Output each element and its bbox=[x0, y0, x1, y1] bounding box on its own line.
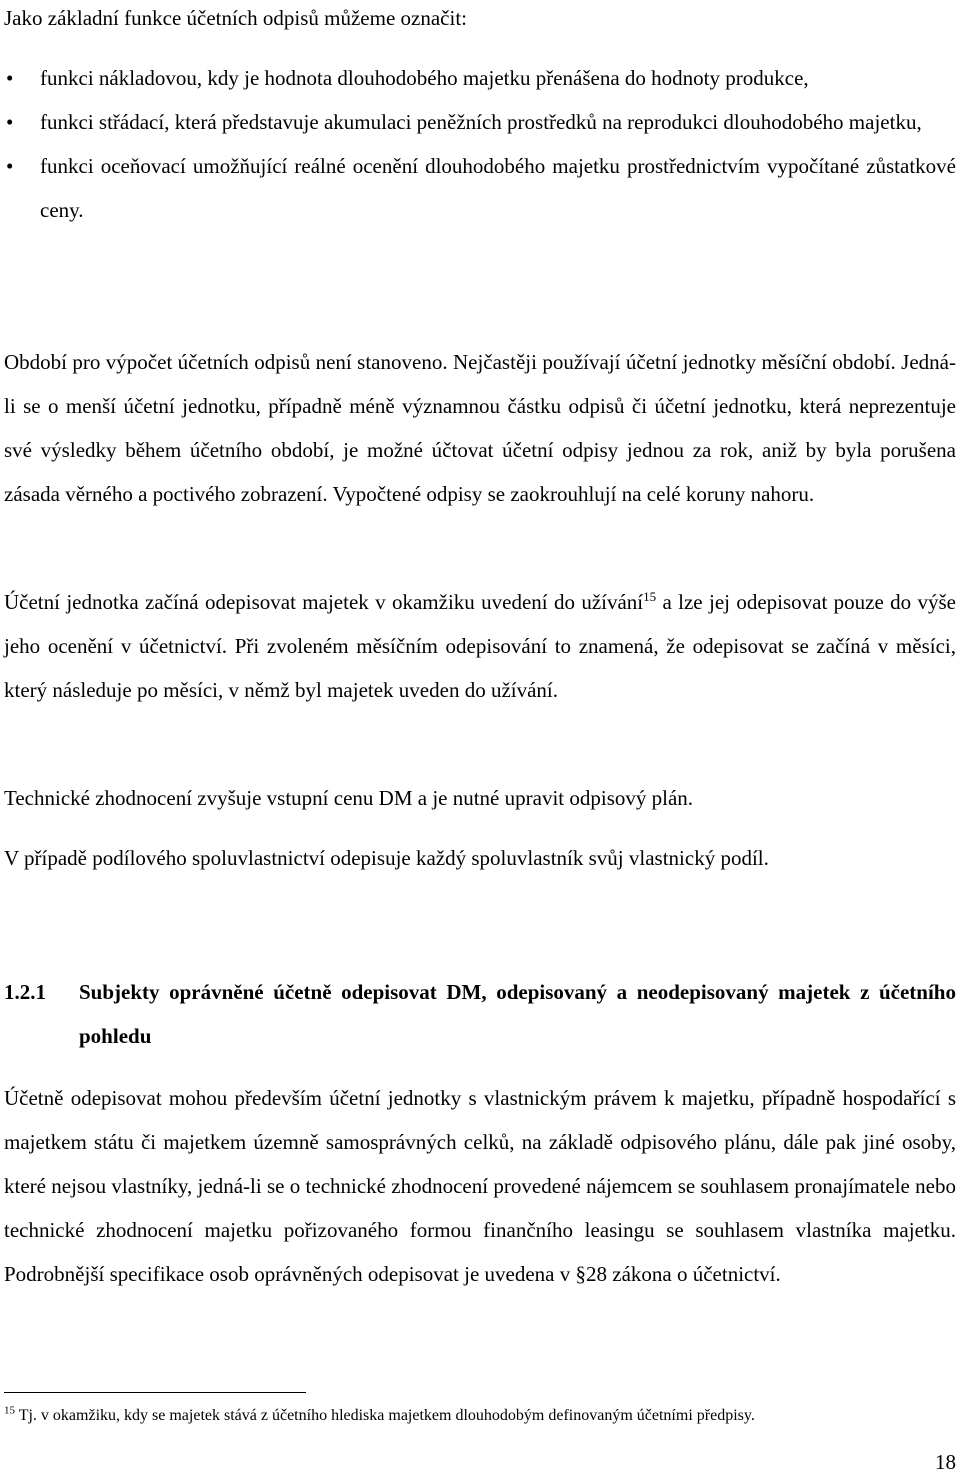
paragraph-co-ownership: V případě podílového spoluvlastnictví odepisuje každý spoluvlastník svůj vlastnický podíl. bbox=[4, 846, 769, 870]
page-number: 18 bbox=[935, 1450, 956, 1474]
section-number: 1.2.1 bbox=[4, 980, 46, 1004]
paragraph-entitled-subjects: Účetně odepisovat mohou především účetní jednotky s vlastnickým právem k majetku, případně hospodařící s majetkem státu či majetkem územně samosprávných celků, na základě odpisového plánu, dále pak jiné osoby, které nejsou vlastníky, jedná-li se o technické zhodnocení provedené nájemcem se souhlasem pronajímatele nebo technické zhodnocení majetku pořizovaného formou finančního leasingu se souhlasem vlastníka majetku. Podrobnější specifikace osob oprávněných odepisovat je uvedena v §28 zákona o účetnictví. bbox=[4, 1086, 956, 1286]
paragraph-text: Účetní jednotka začíná odepisovat majetek v okamžiku uvedení do užívání bbox=[4, 590, 644, 614]
intro-text: Jako základní funkce účetních odpisů můžeme označit: bbox=[4, 6, 467, 30]
footnote-mark: 15 bbox=[4, 1404, 15, 1417]
footnote-reference: 15 bbox=[643, 589, 657, 604]
footnote bbox=[4, 1403, 956, 1429]
paragraph-text: a lze jej odepisovat pouze do výše jeho ocenění v účetnictví. Při zvoleném měsíčním odepisování to znamená, že odepisovat se začíná v měsíci, který následuje po měsíci, v němž byl majetek uveden do užívání. bbox=[4, 590, 956, 702]
list-item: • funkci střádací, která představuje akumulaci peněžních prostředků na reprodukci dlouhodobého majetku, bbox=[4, 100, 956, 144]
paragraph-depreciation-period: Období pro výpočet účetních odpisů není stanoveno. Nejčastěji používají účetní jednotky měsíční období. Jedná-li se o menší účetní jednotku, případně méně významnou částku odpisů či účetní jednotku, která neprezentuje své výsledky během účetního období, je možné účtovat účetní odpisy jednou za rok, aniž by byla porušena zásada věrného a poctivého zobrazení. Vypočtené odpisy se zaokrouhlují na celé koruny nahoru. bbox=[4, 350, 956, 506]
functions-list bbox=[4, 56, 956, 232]
paragraph-depreciation-start bbox=[4, 580, 956, 712]
list-item: • funkci oceňovací umožňující reálné ocenění dlouhodobého majetku prostřednictvím vypočítané zůstatkové ceny. bbox=[4, 144, 956, 232]
section-title: Subjekty oprávněné účetně odepisovat DM, odepisovaný a neodepisovaný majetek z účetního pohledu bbox=[79, 980, 956, 1048]
section-heading bbox=[4, 970, 956, 1058]
footnote-text: Tj. v okamžiku, kdy se majetek stává z účetního hlediska majetkem dlouhodobým definovaným účetními předpisy. bbox=[15, 1407, 755, 1424]
list-item: • funkci nákladovou, kdy je hodnota dlouhodobého majetku přenášena do hodnoty produkce, bbox=[4, 56, 956, 100]
paragraph-technical-improvement: Technické zhodnocení zvyšuje vstupní cenu DM a je nutné upravit odpisový plán. bbox=[4, 786, 694, 810]
footnote-divider bbox=[4, 1392, 306, 1393]
